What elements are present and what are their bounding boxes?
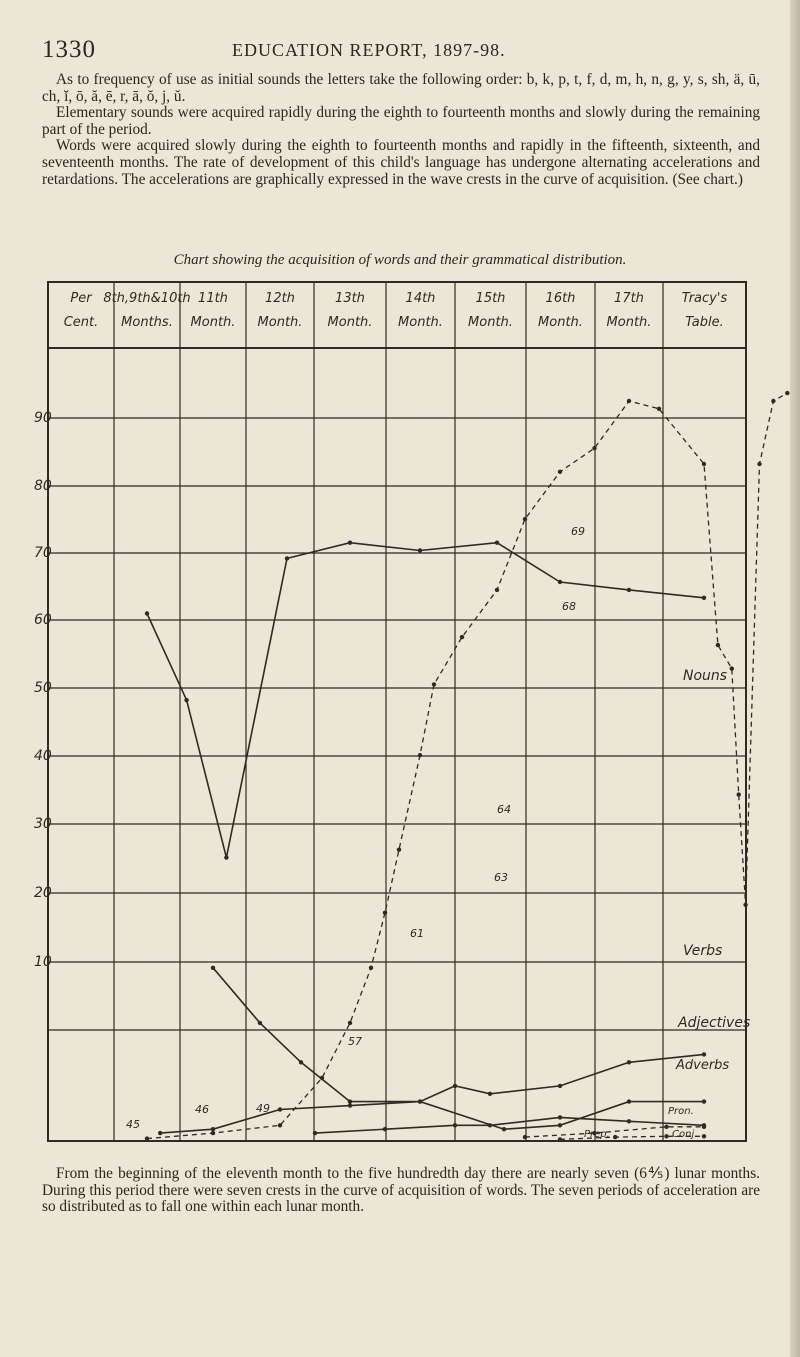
chart-caption: Chart showing the acquisition of words and their grammatical distribution.: [173, 252, 627, 268]
curve-label-pron-: Pron.: [668, 1106, 694, 1117]
series-point-1-2: [299, 1060, 303, 1064]
paragraph-lunar-months: From the beginning of the eleventh month to the five hundredth day there are nearly seven (6⅘) lunar months. During this period there were seven crests in the curve of acquisition of words. The seven periods of acceleration are so distributed as to fall one within each lunar month.: [42, 1165, 760, 1216]
curve-label-nouns: Nouns: [683, 668, 728, 684]
series-point-3-4: [558, 1115, 562, 1119]
series-point-6-13: [558, 470, 562, 474]
series-point-1-9: [702, 1052, 706, 1056]
series-point-6-10: [460, 635, 464, 639]
series-point-5-2: [664, 1134, 668, 1138]
curve-label-verbs: Verbs: [683, 943, 723, 959]
point-label-49: 49: [256, 1102, 270, 1115]
curve-label-adverbs: Adverbs: [676, 1058, 730, 1073]
point-label-46: 46: [195, 1103, 209, 1116]
series-point-1-0: [211, 966, 215, 970]
series-point-0-5: [418, 548, 422, 552]
y-tick-20: 20: [34, 885, 52, 901]
y-tick-30: 30: [34, 816, 52, 832]
y-tick-70: 70: [34, 545, 52, 561]
series-point-4-3: [702, 1125, 706, 1129]
series-point-5-0: [558, 1137, 562, 1141]
point-label-63: 63: [494, 871, 508, 884]
column-header-8-line2: Month.: [606, 315, 652, 330]
point-label-57: 57: [348, 1035, 362, 1048]
column-header-3-line1: 12th: [265, 291, 295, 306]
series-point-2-3: [348, 1103, 352, 1107]
series-point-3-5: [627, 1119, 631, 1123]
series-point-2-8: [702, 1099, 706, 1103]
series-point-6-11: [495, 588, 499, 592]
column-header-3-line2: Month.: [257, 315, 303, 330]
series-point-1-5: [453, 1084, 457, 1088]
y-tick-60: 60: [34, 612, 52, 628]
series-point-2-0: [158, 1131, 162, 1135]
series-point-4-0: [523, 1135, 527, 1139]
series-point-5-3: [702, 1134, 706, 1138]
series-point-0-8: [627, 588, 631, 592]
series-point-2-6: [558, 1123, 562, 1127]
series-point-6-24: [785, 391, 789, 395]
y-tick-10: 10: [34, 954, 52, 970]
series-line-adverbs: [315, 1117, 704, 1133]
series-point-2-7: [627, 1099, 631, 1103]
series-point-6-17: [702, 462, 706, 466]
column-header-6-line1: 15th: [475, 291, 506, 306]
series-point-6-5: [369, 966, 373, 970]
series-point-6-3: [320, 1076, 324, 1080]
series-point-0-4: [348, 541, 352, 545]
series-point-4-2: [664, 1125, 668, 1129]
series-point-6-22: [757, 462, 761, 466]
outro-text: [42, 1166, 760, 1216]
column-header-7-line1: 16th: [545, 291, 576, 306]
series-point-6-14: [592, 446, 596, 450]
series-line-adjectives: [160, 1102, 704, 1134]
point-label-45: 45: [126, 1118, 140, 1131]
point-label-68: 68: [562, 600, 576, 613]
series-point-2-4: [418, 1099, 422, 1103]
chart-grid: [48, 282, 746, 1141]
series-point-0-0: [145, 611, 149, 615]
column-header-4-line2: Month.: [327, 315, 373, 330]
page-number: 1330: [42, 36, 96, 63]
chart-frame: [48, 282, 746, 1141]
series-point-3-0: [313, 1131, 317, 1135]
series-point-6-19: [730, 666, 734, 670]
series-point-6-4: [348, 1021, 352, 1025]
series-point-5-1: [613, 1135, 617, 1139]
y-tick-90: 90: [34, 410, 52, 426]
series-point-1-8: [627, 1060, 631, 1064]
column-header-2-line1: 11th: [198, 291, 228, 306]
column-header-5-line1: 14th: [405, 291, 436, 306]
chart-point-labels: [126, 525, 585, 1131]
column-header-2-line2: Month.: [190, 315, 236, 330]
column-header-6-line2: Month.: [468, 315, 513, 330]
curve-label-conj-: Conj.: [672, 1129, 698, 1140]
series-point-6-9: [432, 682, 436, 686]
series-point-2-5: [502, 1127, 506, 1131]
curve-label-prep-: Prep.: [584, 1129, 610, 1140]
series-point-6-15: [627, 399, 631, 403]
series-point-6-18: [716, 643, 720, 647]
running-head: EDUCATION REPORT, 1897-98.: [232, 40, 506, 60]
series-point-0-7: [558, 580, 562, 584]
column-header-0-line1: Per: [70, 291, 92, 306]
series-point-0-1: [184, 698, 188, 702]
series-point-0-9: [702, 596, 706, 600]
series-point-6-7: [397, 848, 401, 852]
point-label-64: 64: [497, 803, 511, 816]
series-point-6-21: [743, 903, 747, 907]
series-point-0-6: [495, 541, 499, 545]
y-tick-40: 40: [34, 748, 52, 764]
series-point-6-1: [211, 1131, 215, 1135]
column-header-1-line2: Months.: [121, 315, 173, 330]
series-point-3-1: [383, 1127, 387, 1131]
column-header-9-line1: Tracy's: [681, 291, 728, 306]
series-point-0-3: [285, 556, 289, 560]
paragraph-initial-sounds: As to frequency of use as initial sounds the letters take the following order: b, k, p, t, f, d, m, h, n, g, y, s, sh, ä, ū, ch, ĭ, ō, ă, ē, r, ā, ŏ, j, ŭ.: [42, 71, 760, 105]
paragraph-elementary-sounds: Elementary sounds were acquired rapidly during the eighth to fourteenth months and slowly during the remaining part of the period.: [42, 104, 760, 138]
series-point-1-6: [488, 1092, 492, 1096]
series-point-6-12: [523, 517, 527, 521]
point-label-69: 69: [571, 525, 585, 538]
series-point-1-3: [348, 1099, 352, 1103]
column-header-4-line1: 13th: [335, 291, 365, 306]
chart-y-ticks: [34, 410, 52, 970]
series-line-verbs: [213, 968, 704, 1102]
series-point-6-23: [771, 399, 775, 403]
column-header-9-line2: Table.: [685, 315, 724, 330]
column-header-8-line1: 17th: [614, 291, 644, 306]
series-point-3-3: [488, 1123, 492, 1127]
column-header-1-line1: 8th,9th&10th: [103, 291, 191, 306]
series-line-nouns: [147, 543, 704, 858]
series-point-6-2: [278, 1123, 282, 1127]
series-point-2-1: [211, 1127, 215, 1131]
y-tick-50: 50: [34, 680, 52, 696]
column-header-7-line2: Month.: [538, 315, 583, 330]
series-point-6-6: [383, 911, 387, 915]
curve-label-adjectives: Adjectives: [678, 1015, 751, 1031]
series-point-1-7: [558, 1084, 562, 1088]
paragraph-words-acquired: Words were acquired slowly during the eighth to fourteenth months and rapidly in the fifteenth, sixteenth, and seventeenth months. The rate of development of this child's language has undergone alternating accelerations and retardations. The accelerations are graphically expressed in the wave crests in the curve of acquisition. (See chart.): [42, 137, 760, 188]
series-point-6-8: [418, 753, 422, 757]
column-header-5-line2: Month.: [398, 315, 443, 330]
column-header-0-line2: Cent.: [63, 315, 99, 330]
point-label-61: 61: [410, 927, 424, 940]
series-point-6-16: [657, 407, 661, 411]
series-point-3-2: [453, 1123, 457, 1127]
series-point-2-2: [278, 1107, 282, 1111]
series-point-1-1: [258, 1021, 262, 1025]
series-point-6-0: [145, 1136, 149, 1140]
y-tick-80: 80: [34, 478, 52, 494]
series-point-6-20: [737, 792, 741, 796]
chart-column-headers: [64, 291, 728, 330]
series-point-0-2: [224, 855, 228, 859]
